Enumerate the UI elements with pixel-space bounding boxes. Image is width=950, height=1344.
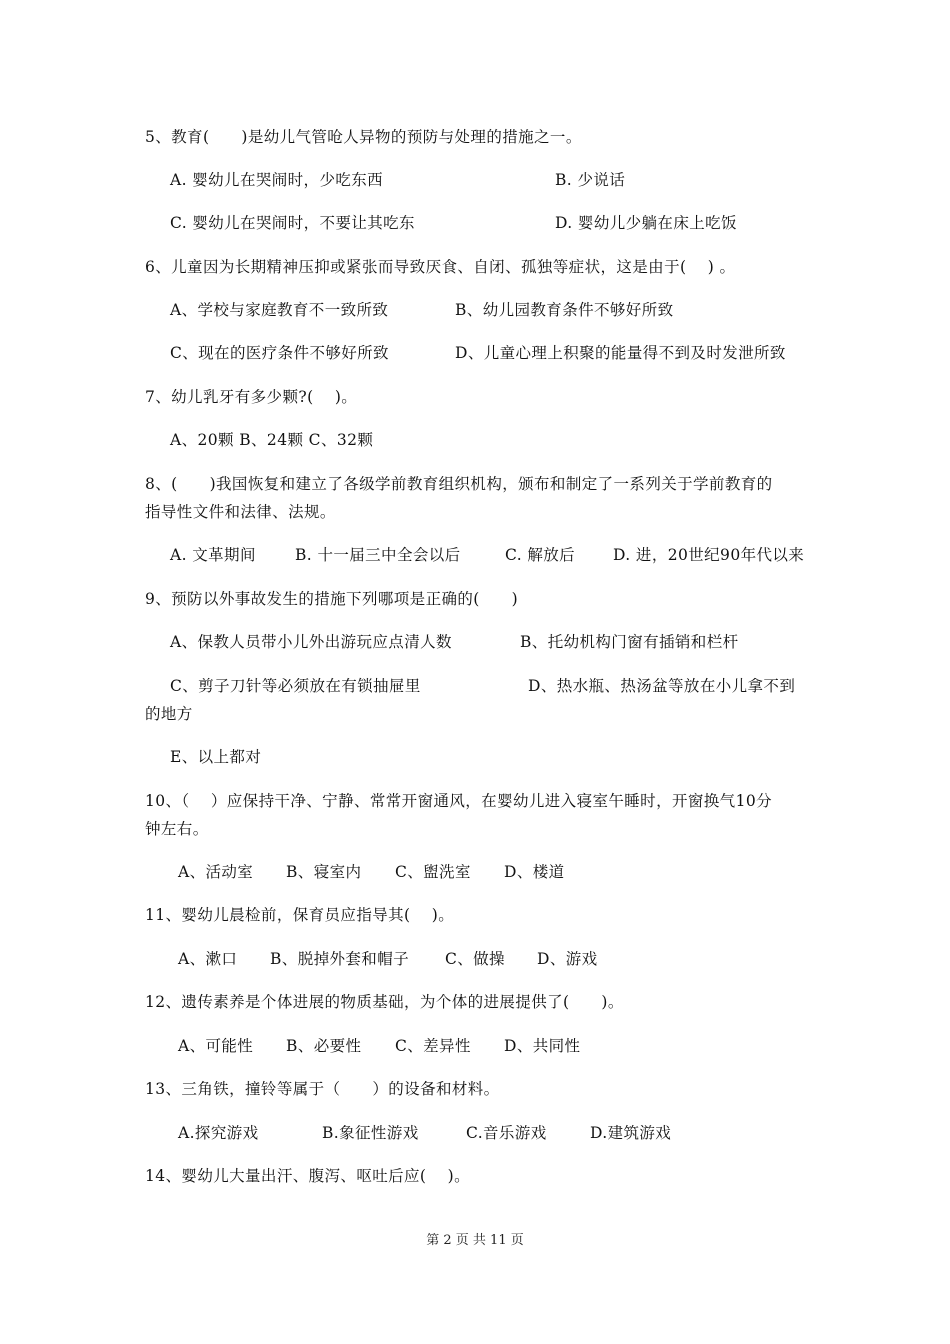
question-10-stem-line-1: 10、（ ）应保持干净、宁静、常常开窗通风，在婴幼儿进入寝室午睡时，开窗换气10分 (145, 792, 773, 810)
question-12-option-b: B、必要性 (286, 1037, 362, 1055)
question-6-stem: 6、儿童因为长期精神压抑或紧张而导致厌食、自闭、孤独等症状，这是由于( ) 。 (145, 258, 736, 276)
question-12-stem: 12、遗传素养是个体进展的物质基础，为个体的进展提供了( )。 (145, 993, 624, 1011)
question-9-option-d: D、热水瓶、热汤盆等放在小儿拿不到 (528, 677, 796, 695)
question-5-option-c: C. 婴幼儿在哭闹时，不要让其吃东 (170, 214, 415, 232)
question-11-stem: 11、婴幼儿晨检前，保育员应指导其( )。 (145, 906, 455, 924)
question-7-stem: 7、幼儿乳牙有多少颗?( )。 (145, 388, 358, 406)
question-9-option-d-continued: 的地方 (145, 705, 193, 723)
question-13-option-b: B.象征性游戏 (322, 1124, 419, 1142)
question-9-option-b: B、托幼机构门窗有插销和栏杆 (520, 633, 739, 651)
question-10-option-c: C、盥洗室 (395, 863, 471, 881)
question-8-option-b: B. 十一届三中全会以后 (295, 546, 461, 564)
question-9-option-a: A、保教人员带小儿外出游玩应点清人数 (170, 633, 452, 651)
question-12-option-d: D、共同性 (504, 1037, 581, 1055)
question-8-option-d: D. 进，20世纪90年代以来 (613, 546, 805, 564)
question-10-option-b: B、寝室内 (286, 863, 362, 881)
question-6-option-c: C、现在的医疗条件不够好所致 (170, 344, 389, 362)
question-12-option-c: C、差异性 (395, 1037, 471, 1055)
question-5-stem: 5、教育( )是幼儿气管呛人异物的预防与处理的措施之一。 (145, 128, 582, 146)
question-13-stem: 13、三角铁，撞铃等属于（ ）的设备和材料。 (145, 1080, 500, 1098)
question-5-option-a: A. 婴幼儿在哭闹时，少吃东西 (170, 171, 384, 189)
question-10-option-a: A、活动室 (178, 863, 254, 881)
question-8-stem-line-1: 8、( )我国恢复和建立了各级学前教育组织机构，颁布和制定了一系列关于学前教育的 (145, 475, 773, 493)
question-8-stem-line-2: 指导性文件和法律、法规。 (145, 503, 336, 521)
question-10-option-d: D、楼道 (504, 863, 565, 881)
question-6-option-d: D、儿童心理上积聚的能量得不到及时发泄所致 (455, 344, 786, 362)
question-5-option-d: D. 婴幼儿少躺在床上吃饭 (555, 214, 737, 232)
question-10-stem-line-2: 钟左右。 (145, 820, 209, 838)
page-number: 第 2 页 共 11 页 (426, 1233, 524, 1248)
question-11-option-d: D、游戏 (537, 950, 598, 968)
question-8-option-a: A. 文革期间 (170, 546, 256, 564)
question-13-option-d: D.建筑游戏 (590, 1124, 672, 1142)
question-11-option-c: C、做操 (445, 950, 505, 968)
question-13-option-c: C.音乐游戏 (466, 1124, 547, 1142)
question-7-options: A、20颗 B、24颗 C、32颗 (170, 431, 374, 449)
question-9-option-e: E、以上都对 (170, 748, 262, 766)
question-11-option-b: B、脱掉外套和帽子 (270, 950, 409, 968)
question-6-option-a: A、学校与家庭教育不一致所致 (170, 301, 389, 319)
question-6-option-b: B、幼儿园教育条件不够好所致 (455, 301, 674, 319)
question-9-option-c: C、剪子刀针等必须放在有锁抽屉里 (170, 677, 421, 695)
question-9-stem: 9、预防以外事故发生的措施下列哪项是正确的( ) (145, 590, 519, 608)
question-11-option-a: A、漱口 (178, 950, 238, 968)
question-12-option-a: A、可能性 (178, 1037, 254, 1055)
question-14-stem: 14、婴幼儿大量出汗、腹泻、呕吐后应( )。 (145, 1167, 471, 1185)
question-13-option-a: A.探究游戏 (178, 1124, 259, 1142)
question-8-option-c: C. 解放后 (505, 546, 576, 564)
question-5-option-b: B. 少说话 (555, 171, 626, 189)
